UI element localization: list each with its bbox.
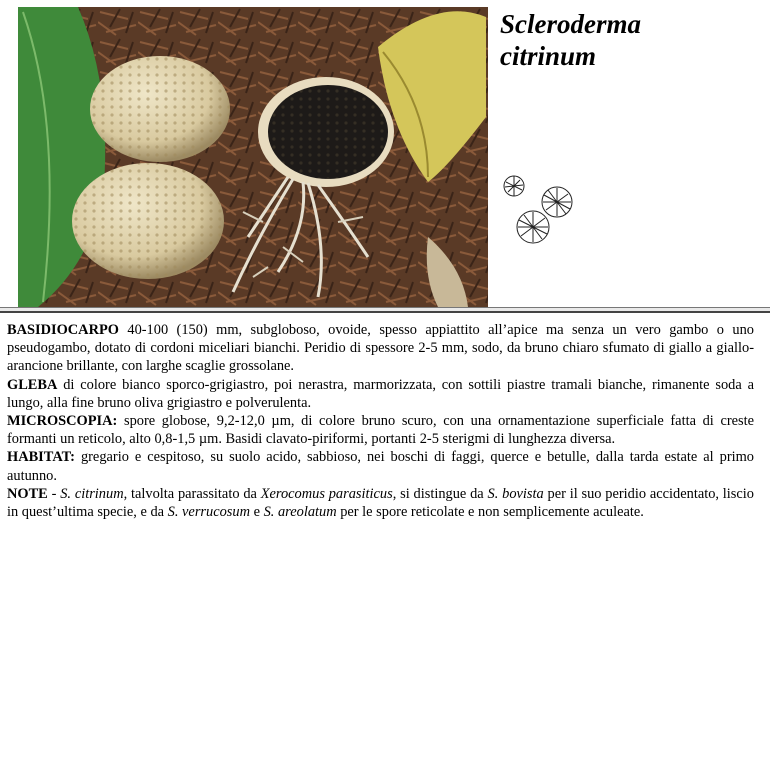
description-text <box>7 321 754 521</box>
section-divider <box>0 307 770 313</box>
note-species-name: S. citrinum <box>60 485 124 502</box>
section-body: di colore bianco sporco-grigiastro, poi nerastra, marmorizzata, con sottili piastre tramali bianche, rimanente soda a lungo, alla fine bruno oliva grigiastro e polverulenta. <box>7 376 754 411</box>
section-basidiocarpo <box>7 321 754 376</box>
section-body: 40-100 (150) mm, subgloboso, ovoide, spesso appiattito all’apice ma senza un vero gambo o uno pseudogambo, dotato di cordoni miceliari bianchi. Peridio di spessore 2-5 mm, sodo, da bruno chiaro sfumato di giallo a giallo-arancione brillante, con larghe scaglie grossolane. <box>7 322 754 375</box>
section-habitat <box>7 448 754 484</box>
note-species-name: Xerocomus parasiticus <box>260 485 393 502</box>
species-title <box>500 8 760 72</box>
note-species-name: S. areolatum <box>263 504 337 521</box>
note-species-name: S. verrucosum <box>167 504 250 521</box>
section-gleba <box>7 376 754 412</box>
title-species: citrinum <box>500 41 597 71</box>
mushroom-photo <box>18 7 488 307</box>
spore-illustration-icon <box>500 170 580 250</box>
note-text: , si distingue da <box>392 485 488 502</box>
note-text: per le spore reticolate e non semplicemente aculeate. <box>336 504 644 521</box>
note-species-name: S. bovista <box>487 485 544 502</box>
section-body: gregario e cespitoso, su suolo acido, sabbioso, nei boschi di faggi, querce e betulle, dalla tarda estate al primo autunno. <box>7 449 754 484</box>
section-note <box>7 485 754 521</box>
section-label: HABITAT: <box>7 449 75 466</box>
section-label: MICROSCOPIA: <box>7 413 118 430</box>
note-text: - <box>47 485 61 502</box>
section-microscopia <box>7 412 754 448</box>
note-text: e <box>250 504 264 521</box>
note-text: per il suo peridio accidentato, liscio in quest’ultima specie, e da <box>7 485 754 521</box>
section-label: GLEBA <box>7 376 58 393</box>
note-text: , talvolta parassitato da <box>123 485 261 502</box>
section-label: BASIDIOCARPO <box>7 322 119 338</box>
section-body: spore globose, 9,2-12,0 µm, di colore bruno scuro, con una ornamentazione superficiale fatta di creste formanti un reticolo, alto 0,8-1,5 µm. Basidi clavato-piriformi, portanti 2-5 sterigmi di lunghezza diversa. <box>7 413 754 448</box>
section-label: NOTE <box>7 485 48 502</box>
title-genus: Scleroderma <box>500 9 641 39</box>
